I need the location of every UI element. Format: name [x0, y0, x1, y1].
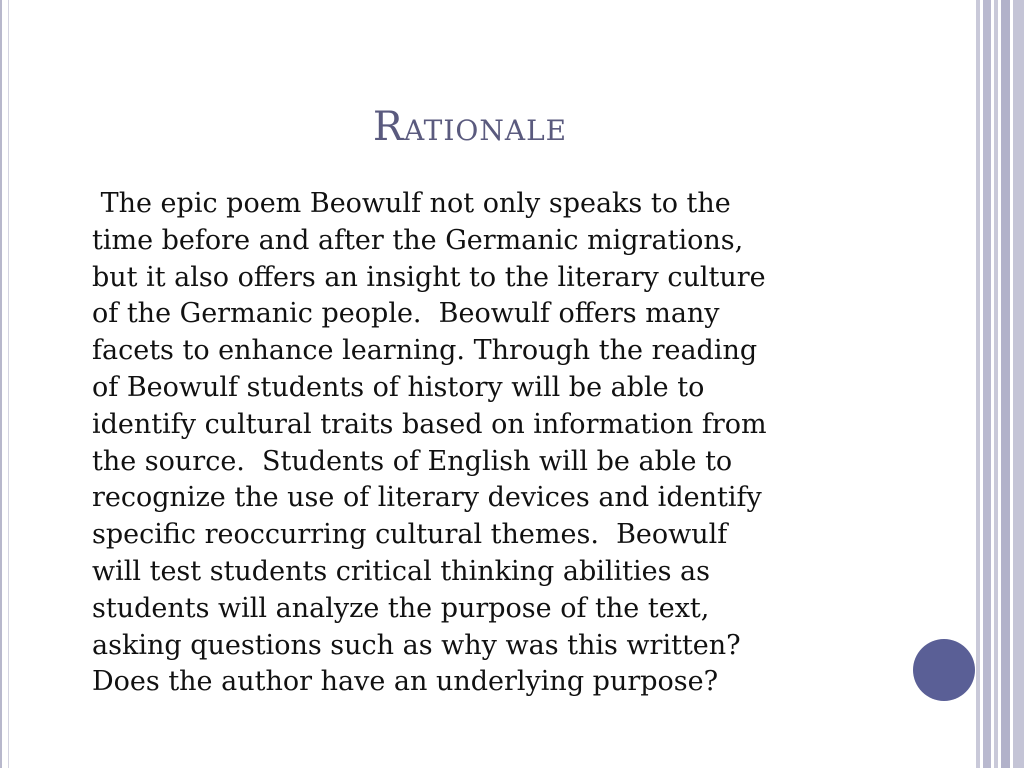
decorative-circle — [913, 639, 975, 701]
right-decorative-bar — [994, 0, 998, 768]
slide-body-text: The epic poem Beowulf not only speaks to the time before and after the Germanic migrations, but it also offers an insight to the literary culture of the Germanic people. Beowulf offers many facets to enhance learning. Through the reading of Beowulf students of history will be able to identify cultural traits based on information from the source. Students of English will be able to recognize the use of literary devices and identify specific reoccurring cultural themes. Beowulf will test students critical thinking abilities as students will analyze the purpose of the text, asking questions such as why was this written? Does the author have an underlying purpose? — [92, 188, 767, 698]
right-decorative-bar — [1013, 0, 1024, 768]
right-decorative-bar — [983, 0, 991, 768]
right-decorative-bar — [1001, 0, 1010, 768]
slide-title: Rationale — [372, 104, 568, 150]
right-decorative-bar — [976, 0, 980, 768]
